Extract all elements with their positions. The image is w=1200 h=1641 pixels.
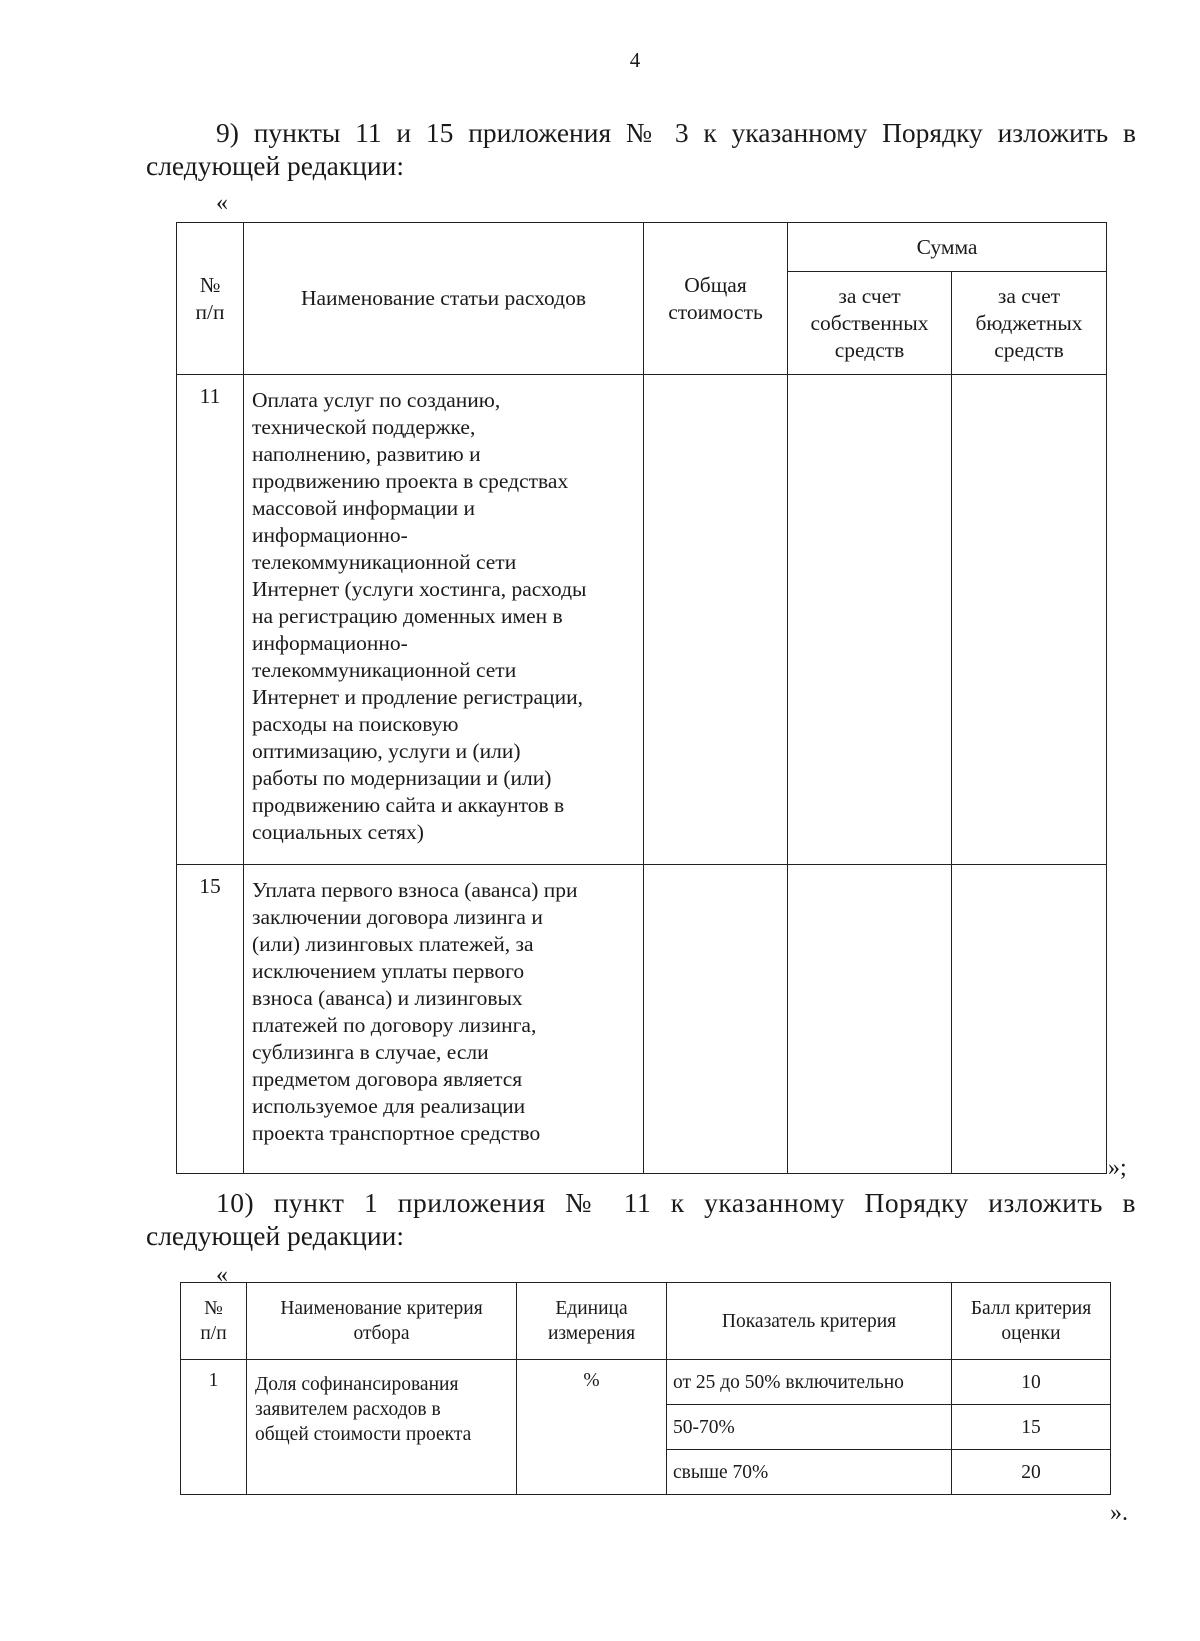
- score-cell: 10: [952, 1360, 1111, 1405]
- header-own-funds: за счет собственных средств: [788, 272, 952, 375]
- header-expense-name: Наименование статьи расходов: [244, 223, 644, 375]
- quote-close-1: »;: [1108, 1155, 1127, 1181]
- quote-open-1: «: [216, 190, 228, 216]
- header-score: Балл критерия оценки: [952, 1283, 1111, 1360]
- paragraph-10-line1: 10) пункт 1 приложения № 11 к указанному Порядку изложить в: [216, 1187, 1136, 1218]
- criteria-table: [180, 1282, 1111, 1495]
- row-number: 15: [177, 865, 244, 1174]
- own-funds-cell: [788, 865, 952, 1174]
- header-sum: Сумма: [788, 223, 1107, 272]
- quote-open-2: «: [216, 1262, 228, 1288]
- paragraph-9: [146, 116, 1136, 182]
- table-row: [181, 1360, 1111, 1405]
- score-cell: 20: [952, 1450, 1111, 1495]
- indicator-cell: от 25 до 50% включительно: [667, 1360, 952, 1405]
- paragraph-9-line2: следующей редакции:: [146, 150, 404, 181]
- total-cost-cell: [644, 375, 788, 865]
- expenses-table: [176, 222, 1107, 1174]
- expense-name: Оплата услуг по созданию, технической поддержке, наполнению, развитию и продвижению проекта в средствах массовой информации и информационно- телекоммуникационной сети Интернет (услуги хостинга, расходы на регистрацию доменных имен в информационно- телекоммуникационной сети Интернет и продление регистрации, расходы на поисковую оптимизацию, услуги и (или) работы по модернизации и (или) продвижению сайта и аккаунтов в социальных сетях): [244, 375, 644, 865]
- table-row: [177, 865, 1107, 1174]
- total-cost-cell: [644, 865, 788, 1174]
- score-cell: 15: [952, 1405, 1111, 1450]
- unit-cell: %: [517, 1360, 667, 1495]
- header-unit: Единица измерения: [517, 1283, 667, 1360]
- header-num: № п/п: [181, 1283, 247, 1360]
- own-funds-cell: [788, 375, 952, 865]
- header-budget-funds: за счет бюджетных средств: [952, 272, 1107, 375]
- paragraph-10: [146, 1186, 1136, 1252]
- table-row: [177, 375, 1107, 865]
- header-total-cost: Общая стоимость: [644, 223, 788, 375]
- row-number: 1: [181, 1360, 247, 1495]
- budget-funds-cell: [952, 865, 1107, 1174]
- indicator-cell: 50-70%: [667, 1405, 952, 1450]
- indicator-cell: свыше 70%: [667, 1450, 952, 1495]
- header-indicator: Показатель критерия: [667, 1283, 952, 1360]
- quote-close-2: ».: [1110, 1500, 1128, 1526]
- criterion-name: Доля софинансирования заявителем расходов в общей стоимости проекта: [247, 1360, 517, 1495]
- page-number: 4: [629, 48, 641, 72]
- header-num: № п/п: [177, 223, 244, 375]
- header-criterion-name: Наименование критерия отбора: [247, 1283, 517, 1360]
- paragraph-10-line2: следующей редакции:: [146, 1220, 404, 1251]
- budget-funds-cell: [952, 375, 1107, 865]
- paragraph-9-line1: 9) пункты 11 и 15 приложения № 3 к указанному Порядку изложить в: [216, 117, 1136, 148]
- row-number: 11: [177, 375, 244, 865]
- expense-name: Уплата первого взноса (аванса) при заключении договора лизинга и (или) лизинговых платежей, за исключением уплаты первого взноса (аванса) и лизинговых платежей по договору лизинга, сублизинга в случае, если предметом договора является используемое для реализации проекта транспортное средство: [244, 865, 644, 1174]
